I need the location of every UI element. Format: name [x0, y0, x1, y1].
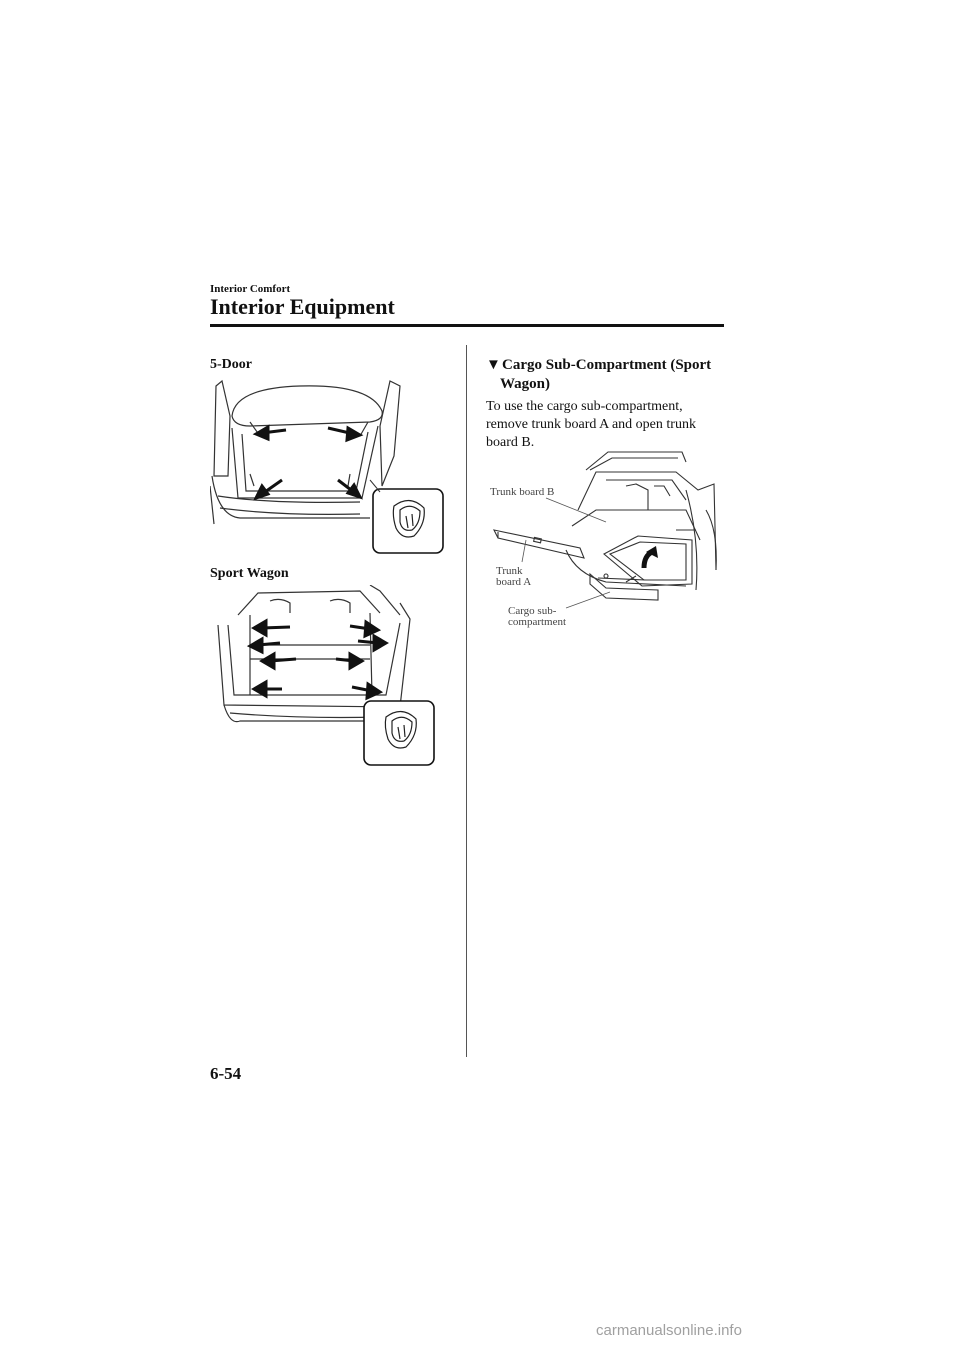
illustration-wagon-cargo-hooks: [210, 585, 440, 767]
title-rule: [210, 324, 724, 327]
label-5door: 5-Door: [210, 357, 252, 372]
section-heading: [486, 356, 726, 394]
illustration-5door-cargo-hooks: [210, 376, 450, 556]
page-number: 6-54: [210, 1064, 242, 1083]
callout-cargo-line1: Cargo sub-: [508, 605, 557, 617]
label-wagon: Sport Wagon: [210, 566, 289, 581]
triangle-bullet-icon: ▼: [486, 357, 501, 373]
page-title: Interior Equipment: [210, 294, 395, 319]
body-paragraph: To use the cargo sub-compartment, remove trunk board A and open trunk board B.: [486, 399, 696, 450]
heading-line-2: Wagon): [500, 376, 551, 392]
illustration-cargo-sub-compartment: [486, 450, 726, 640]
heading-line-1: Cargo Sub-Compartment (Sport: [502, 357, 712, 373]
column-divider: [466, 345, 467, 1057]
callout-cargo-line2: compartment: [508, 616, 567, 628]
callout-trunk-board-a-line1: Trunk: [496, 565, 523, 577]
callout-trunk-board-a-line2: board A: [496, 576, 532, 588]
callout-trunk-board-b: Trunk board B: [490, 486, 555, 498]
watermark: carmanualsonline.info: [596, 1322, 742, 1339]
section-label: Interior Comfort: [210, 283, 291, 295]
